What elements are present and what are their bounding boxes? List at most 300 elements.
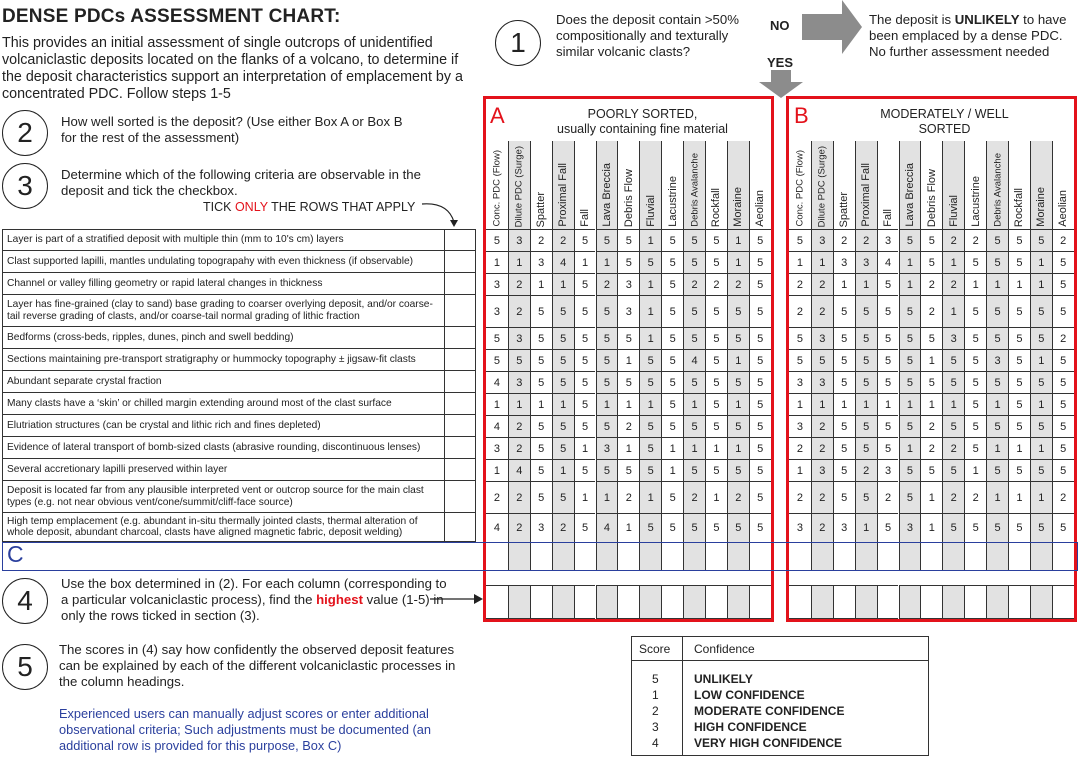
criteria-text: Many clasts have a ‘skin’ or chilled margin extending around most of the clast surface: [3, 393, 445, 414]
box-b-result-cell[interactable]: [964, 585, 986, 619]
box-a-column-header: [486, 141, 508, 231]
box-b-score-cell: 2: [833, 229, 855, 251]
box-a-score-cell: 5: [705, 415, 727, 437]
box-b-column-label: Debris Avalanche: [992, 153, 1004, 227]
box-a-score-cell: 5: [683, 415, 705, 437]
box-a-score-cell: 5: [574, 327, 596, 349]
box-b-result-cell[interactable]: [855, 585, 877, 619]
box-a-score-cell: 5: [661, 251, 683, 273]
box-a-score-cell: 1: [661, 437, 683, 459]
box-b-score-cell: 5: [1030, 459, 1052, 481]
criteria-text: Layer is part of a stratified deposit with multiple thin (mm to 10's cm) layers: [3, 230, 445, 250]
box-b-column-header: [855, 141, 877, 231]
box-b-score-cell: 1: [986, 273, 1008, 295]
box-b-score-cell: 5: [920, 251, 942, 273]
box-b-result-cell[interactable]: [920, 585, 942, 619]
box-b-score-cell: 5: [899, 349, 921, 371]
box-b-score-cell: 5: [899, 229, 921, 251]
step-2-number: 2: [2, 110, 48, 156]
box-a-score-cell: 1: [596, 251, 618, 273]
box-b-score-cell: 3: [899, 513, 921, 542]
box-b-score-cell: 5: [1008, 327, 1030, 349]
box-b-score-cell: 1: [920, 481, 942, 513]
box-b-score-cell: 2: [811, 513, 833, 542]
box-b-column-label: Lacustrine: [969, 176, 982, 227]
box-b-score-cell: 1: [942, 295, 964, 327]
legend-score: 3: [652, 720, 659, 734]
box-a-score-cell: 2: [508, 437, 530, 459]
box-a-score-cell: 3: [508, 229, 530, 251]
box-b-score-cell: 5: [986, 229, 1008, 251]
box-a-score-cell: 1: [574, 251, 596, 273]
box-a-score-cell: 1: [639, 229, 661, 251]
criteria-checkbox[interactable]: [445, 437, 475, 458]
box-a-score-cell: 4: [552, 251, 574, 273]
box-b-score-cell: 2: [920, 415, 942, 437]
box-b-column-header: [920, 141, 942, 231]
no-label: NO: [770, 18, 790, 33]
box-a-result-cell[interactable]: [639, 585, 661, 619]
box-a-score-cell: 1: [530, 273, 552, 295]
box-b-score-cell: 3: [855, 251, 877, 273]
box-a-score-cell: 2: [508, 295, 530, 327]
box-a-score-cell: 1: [486, 459, 508, 481]
box-b-score-cell: 3: [811, 371, 833, 393]
box-b-score-cell: 5: [986, 251, 1008, 273]
criteria-checkbox[interactable]: [445, 393, 475, 414]
box-a-score-cell: 5: [574, 459, 596, 481]
box-b-score-cell: 5: [1052, 437, 1074, 459]
box-a-score-cell: 1: [617, 349, 639, 371]
box-b-score-cell: 1: [1030, 273, 1052, 295]
box-b-score-cell: 2: [811, 273, 833, 295]
box-a-score-cell: 5: [661, 393, 683, 415]
box-b-score-cell: 2: [877, 481, 899, 513]
box-b-score-cell: 3: [811, 459, 833, 481]
box-a-score-cell: 5: [705, 349, 727, 371]
box-a-score-cell: 5: [749, 415, 771, 437]
box-a-score-cell: 2: [617, 415, 639, 437]
box-a-score-cell: 1: [552, 393, 574, 415]
box-a-score-cell: 4: [486, 513, 508, 542]
criteria-checkbox[interactable]: [445, 295, 475, 326]
box-a-score-cell: 3: [530, 251, 552, 273]
box-a-column-header: [683, 141, 705, 231]
box-b-score-cell: 5: [920, 327, 942, 349]
criteria-checkbox[interactable]: [445, 349, 475, 370]
box-a-score-cell: 1: [486, 251, 508, 273]
box-a-score-cell: 5: [530, 327, 552, 349]
box-a-score-cell: 4: [486, 415, 508, 437]
box-a-score-cell: 5: [705, 459, 727, 481]
box-b-score-cell: 5: [964, 371, 986, 393]
box-a-column-label: Fluvial: [644, 195, 657, 227]
box-b-score-cell: 1: [877, 393, 899, 415]
box-a-score-cell: 5: [617, 327, 639, 349]
box-b-score-cell: 1: [1008, 481, 1030, 513]
yes-label: YES: [767, 55, 794, 70]
box-b-column-header: [986, 141, 1008, 231]
box-a-score-cell: 5: [683, 371, 705, 393]
box-a-score-cell: 1: [552, 273, 574, 295]
box-a-score-cell: 1: [617, 437, 639, 459]
box-b-column-header: [1052, 141, 1074, 231]
box-a-result-cell[interactable]: [508, 585, 530, 619]
box-a-score-cell: 1: [683, 393, 705, 415]
box-a-column-label: Aeolian: [754, 190, 767, 227]
box-a-score-cell: 5: [683, 459, 705, 481]
criteria-text: Elutriation structures (can be crystal and lithic rich and fines depleted): [3, 415, 445, 436]
box-b-score-cell: 2: [920, 295, 942, 327]
box-a-score-cell: 1: [705, 437, 727, 459]
box-a-score-cell: 2: [683, 273, 705, 295]
box-a-score-cell: 1: [508, 393, 530, 415]
criteria-text: Channel or valley filling geometry or rapid lateral changes in thickness: [3, 273, 445, 294]
box-a-score-cell: 5: [683, 251, 705, 273]
box-a-result-cell[interactable]: [552, 585, 574, 619]
box-b-column-header: [877, 141, 899, 231]
box-a-score-cell: 5: [530, 371, 552, 393]
criteria-text: Bedforms (cross-beds, ripples, dunes, pinch and swell bedding): [3, 327, 445, 348]
box-a-score-cell: 2: [530, 229, 552, 251]
box-b-score-cell: 2: [789, 295, 811, 327]
legend-label: UNLIKELY: [694, 672, 753, 686]
box-b-score-cell: 1: [1030, 393, 1052, 415]
box-a-column-label: Proximal Fall: [557, 163, 570, 227]
box-a-score-cell: 3: [617, 273, 639, 295]
box-a-score-cell: 5: [749, 481, 771, 513]
step-3-text: Determine which of the following criteria are observable in the deposit and tick the checkbox.: [61, 167, 421, 198]
box-b-score-cell: 2: [811, 437, 833, 459]
criteria-checkbox[interactable]: [445, 273, 475, 294]
tick-instruction: TICK ONLY THE ROWS THAT APPLY: [203, 200, 416, 214]
box-b-score-cell: 1: [855, 273, 877, 295]
box-a-result-cell[interactable]: [705, 585, 727, 619]
box-b-score-cell: 4: [877, 251, 899, 273]
box-b-score-cell: 5: [877, 437, 899, 459]
box-b-score-cell: 5: [964, 295, 986, 327]
box-a-score-cell: 5: [486, 229, 508, 251]
box-a-score-cell: 2: [508, 513, 530, 542]
box-a-column-label: Spatter: [535, 191, 548, 227]
box-b-score-cell: 3: [811, 229, 833, 251]
no-arrow-icon: [802, 0, 864, 54]
box-a-score-cell: 5: [727, 295, 749, 327]
box-a-column-header: [727, 141, 749, 231]
box-a-score-cell: 5: [530, 415, 552, 437]
box-b-score-cell: 5: [920, 371, 942, 393]
box-b-score-cell: 5: [855, 295, 877, 327]
box-b-score-cell: 5: [899, 295, 921, 327]
box-b-result-cell[interactable]: [789, 585, 811, 619]
criteria-text: Sections maintaining pre-transport stratigraphy or hummocky topography ± jigsaw-fit clasts: [3, 349, 445, 370]
box-b-score-cell: 5: [1008, 371, 1030, 393]
box-b-score-cell: 2: [942, 481, 964, 513]
box-a-score-cell: 3: [486, 273, 508, 295]
box-a-score-cell: 5: [661, 349, 683, 371]
box-b-result-cell[interactable]: [1030, 585, 1052, 619]
box-c[interactable]: [2, 542, 1078, 571]
box-b-score-cell: 1: [986, 393, 1008, 415]
box-b-column-label: Dilute PDC (Surge): [816, 145, 828, 227]
box-b-column-label: Moraine: [1035, 187, 1048, 227]
box-b-score-cell: 2: [789, 481, 811, 513]
box-a-score-cell: 1: [639, 393, 661, 415]
box-a-score-cell: 1: [530, 393, 552, 415]
box-a-result-cell[interactable]: [661, 585, 683, 619]
box-a-score-cell: 5: [617, 229, 639, 251]
box-a-score-cell: 1: [574, 481, 596, 513]
box-b-score-cell: 1: [920, 393, 942, 415]
box-b-score-cell: 5: [877, 513, 899, 542]
box-b-score-cell: 5: [1052, 459, 1074, 481]
criteria-row: [2, 295, 476, 327]
box-a-column-label: Dilute PDC (Surge): [513, 145, 525, 227]
box-a-column-label: Moraine: [732, 187, 745, 227]
box-b-score-cell: 5: [1008, 459, 1030, 481]
box-a-score-cell: 5: [552, 295, 574, 327]
box-a-column-header: [530, 141, 552, 231]
box-a-score-cell: 1: [727, 437, 749, 459]
box-a-score-cell: 5: [552, 371, 574, 393]
box-a-result-cell[interactable]: [617, 585, 639, 619]
box-b-score-cell: 5: [920, 229, 942, 251]
criteria-checkbox[interactable]: [445, 513, 475, 541]
box-a-score-cell: 1: [596, 393, 618, 415]
box-a-score-cell: 5: [727, 459, 749, 481]
box-a-score-cell: 1: [683, 437, 705, 459]
box-b-score-cell: 5: [855, 349, 877, 371]
box-a-score-cell: 3: [508, 327, 530, 349]
box-a-score-cell: 5: [705, 295, 727, 327]
box-b-score-cell: 1: [964, 459, 986, 481]
box-a-score-cell: 5: [486, 349, 508, 371]
box-b-score-cell: 5: [1052, 273, 1074, 295]
box-b-score-cell: 5: [833, 327, 855, 349]
page-title: DENSE PDCs ASSESSMENT CHART:: [2, 6, 341, 27]
box-b-column-label: Fluvial: [947, 195, 960, 227]
criteria-checkbox[interactable]: [445, 371, 475, 392]
box-a-score-cell: 2: [705, 273, 727, 295]
box-a-column-header: [749, 141, 771, 231]
box-b-score-cell: 5: [986, 295, 1008, 327]
box-a-score-cell: 5: [574, 415, 596, 437]
box-a-score-cell: 5: [661, 513, 683, 542]
box-a-score-cell: 1: [617, 513, 639, 542]
box-a-score-cell: 5: [530, 437, 552, 459]
box-a-score-cell: 1: [727, 251, 749, 273]
box-b-score-cell: 5: [986, 371, 1008, 393]
box-b-heading: MODERATELY / WELL SORTED: [880, 107, 1009, 136]
box-b-column-label: Aeolian: [1057, 190, 1070, 227]
box-b-score-cell: 5: [855, 481, 877, 513]
box-b-score-cell: 2: [964, 481, 986, 513]
box-b-score-cell: 2: [789, 273, 811, 295]
box-a-column-header: [508, 141, 530, 231]
step-2-text: How well sorted is the deposit? (Use either Box A or Box B for the rest of the assessment): [61, 114, 403, 145]
box-b-score-cell: 5: [1008, 295, 1030, 327]
box-b-score-cell: 5: [855, 327, 877, 349]
criteria-checkbox[interactable]: [445, 230, 475, 250]
box-a-result-cell[interactable]: [683, 585, 705, 619]
box-a-score-cell: 2: [508, 481, 530, 513]
box-b-result-cell[interactable]: [986, 585, 1008, 619]
criteria-text: Clast supported lapilli, mantles undulating topograpahy with even thickness (if observable): [3, 251, 445, 272]
box-b-result-cell[interactable]: [1052, 585, 1074, 619]
box-b-score-cell: 2: [811, 481, 833, 513]
box-b-result-cell[interactable]: [1008, 585, 1030, 619]
box-a-score-cell: 5: [574, 273, 596, 295]
box-a-score-cell: 5: [749, 371, 771, 393]
box-b-score-cell: 1: [986, 437, 1008, 459]
box-b-score-cell: 5: [1052, 393, 1074, 415]
box-a-score-cell: 5: [530, 349, 552, 371]
box-a-column-header: [574, 141, 596, 231]
box-b-score-cell: 5: [789, 229, 811, 251]
box-a-result-cell[interactable]: [574, 585, 596, 619]
box-a-result-cell[interactable]: [596, 585, 618, 619]
box-a-column-header: [661, 141, 683, 231]
criteria-row: [2, 327, 476, 349]
box-b-column-label: Fall: [882, 209, 895, 227]
box-a-score-cell: 5: [727, 371, 749, 393]
box-b-score-cell: 1: [789, 251, 811, 273]
criteria-row: [2, 437, 476, 459]
box-a-score-cell: 2: [683, 481, 705, 513]
box-b-letter: B: [794, 103, 809, 128]
box-b-result-cell[interactable]: [833, 585, 855, 619]
box-a-column-label: Debris Avalanche: [689, 153, 701, 227]
box-b-score-cell: 5: [1008, 513, 1030, 542]
criteria-checkbox[interactable]: [445, 251, 475, 272]
box-b-result-cell[interactable]: [942, 585, 964, 619]
box-a-score-cell: 5: [552, 327, 574, 349]
box-b-score-cell: 1: [789, 393, 811, 415]
box-b-column-header: [899, 141, 921, 231]
box-a-score-cell: 5: [552, 349, 574, 371]
box-b-column-header: [1030, 141, 1052, 231]
box-b-column-header: [789, 141, 811, 231]
criteria-row: [2, 273, 476, 295]
criteria-text: Layer has fine-grained (clay to sand) base grading to coarser overlying deposit, and/or coarse-tail reverse grading of clasts, and/or coarse-tail normal grading of lithic fraction: [3, 295, 445, 326]
box-a-score-cell: 1: [617, 393, 639, 415]
box-a-score-cell: 4: [508, 459, 530, 481]
box-b-score-cell: 2: [942, 273, 964, 295]
box-a-score-cell: 3: [617, 295, 639, 327]
criteria-row: [2, 393, 476, 415]
box-a-score-cell: 5: [639, 459, 661, 481]
box-a-score-cell: 5: [639, 371, 661, 393]
criteria-checkbox[interactable]: [445, 459, 475, 480]
box-a-result-cell[interactable]: [486, 585, 508, 619]
box-a-score-cell: 5: [596, 349, 618, 371]
box-b-score-cell: 5: [1030, 229, 1052, 251]
box-b-score-cell: 2: [789, 437, 811, 459]
box-a-score-cell: 3: [508, 371, 530, 393]
box-a-score-cell: 5: [705, 251, 727, 273]
box-b-score-cell: 5: [942, 513, 964, 542]
box-a-column-header: [552, 141, 574, 231]
box-a-score-cell: 5: [530, 459, 552, 481]
box-b-score-cell: 5: [942, 371, 964, 393]
box-a-score-cell: 5: [661, 327, 683, 349]
legend-score: 4: [652, 736, 659, 750]
box-b-result-cell[interactable]: [811, 585, 833, 619]
box-b-score-cell: 1: [855, 513, 877, 542]
box-b-score-cell: 5: [986, 415, 1008, 437]
box-a-score-cell: 5: [639, 437, 661, 459]
box-a-score-cell: 5: [530, 295, 552, 327]
box-b-score-cell: 3: [877, 229, 899, 251]
criteria-checkbox[interactable]: [445, 327, 475, 348]
box-a-score-cell: 1: [727, 349, 749, 371]
box-a-result-cell[interactable]: [727, 585, 749, 619]
criteria-checkbox[interactable]: [445, 481, 475, 512]
box-a-score-cell: 2: [727, 481, 749, 513]
box-a-score-cell: 1: [639, 295, 661, 327]
box-b-result-cell[interactable]: [899, 585, 921, 619]
box-b-score-cell: 3: [789, 371, 811, 393]
step-1-question: Does the deposit contain >50% compositionally and texturally similar volcanic clasts?: [556, 12, 739, 59]
box-a-score-cell: 4: [596, 513, 618, 542]
box-b-score-cell: 3: [789, 415, 811, 437]
box-a-score-cell: 5: [749, 273, 771, 295]
result-arrow-icon: [430, 592, 485, 606]
box-b-score-cell: 3: [877, 459, 899, 481]
criteria-row: [2, 371, 476, 393]
box-a-score-cell: 5: [749, 437, 771, 459]
criteria-row: [2, 415, 476, 437]
criteria-checkbox[interactable]: [445, 415, 475, 436]
box-b-score-cell: 1: [899, 437, 921, 459]
box-a-score-cell: 5: [683, 513, 705, 542]
box-a-score-cell: 2: [727, 273, 749, 295]
box-a-score-cell: 1: [661, 459, 683, 481]
unlikely-text: The deposit is UNLIKELY to have been emplaced by a dense PDC. No further assessment needed: [869, 12, 1067, 59]
box-a-result-cell[interactable]: [530, 585, 552, 619]
box-a-result-cell[interactable]: [749, 585, 771, 619]
box-b-score-cell: 5: [964, 327, 986, 349]
criteria-row: [2, 349, 476, 371]
box-a-column-label: Debris Flow: [622, 168, 635, 227]
box-a-score-cell: 5: [705, 393, 727, 415]
box-a-column-label: Fall: [579, 209, 592, 227]
box-b-score-cell: 1: [899, 273, 921, 295]
box-b-score-cell: 5: [1030, 327, 1052, 349]
box-b-score-cell: 5: [855, 415, 877, 437]
box-a-score-cell: 5: [749, 459, 771, 481]
box-b-score-cell: 5: [855, 371, 877, 393]
box-b-score-cell: 5: [899, 327, 921, 349]
box-a-score-cell: 5: [661, 481, 683, 513]
box-a-column-header: [596, 141, 618, 231]
box-b-score-cell: 2: [811, 415, 833, 437]
box-a-score-cell: 5: [574, 349, 596, 371]
box-b-column-header: [964, 141, 986, 231]
box-a-score-cell: 5: [749, 513, 771, 542]
box-a-score-cell: 5: [705, 371, 727, 393]
box-a-score-cell: 1: [705, 481, 727, 513]
box-a-letter: A: [490, 103, 505, 128]
box-b-result-cell[interactable]: [877, 585, 899, 619]
box-a-score-cell: 5: [661, 415, 683, 437]
box-b-score-cell: 1: [942, 393, 964, 415]
box-b-score-cell: 5: [877, 349, 899, 371]
box-a-score-cell: 5: [661, 371, 683, 393]
score-legend-table: [631, 636, 929, 756]
box-b-score-cell: 5: [1052, 513, 1074, 542]
box-a-score-cell: 5: [639, 251, 661, 273]
